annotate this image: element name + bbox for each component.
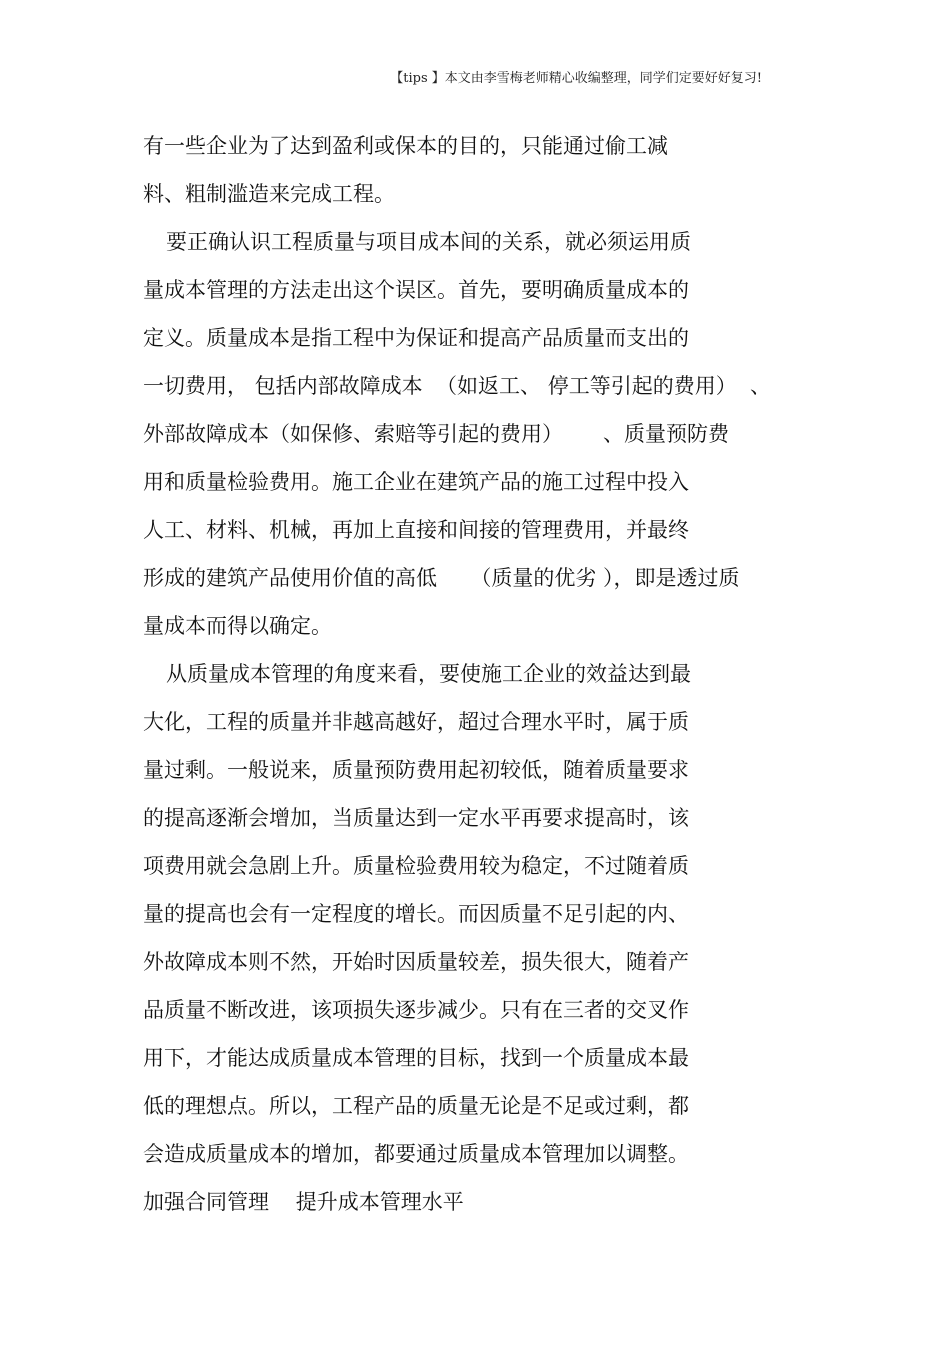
section-heading: 加强合同管理 提升成本管理水平: [143, 1190, 464, 1214]
text-line: 低的理想点。所以，工程产品的质量无论是不足或过剩，都: [143, 1094, 689, 1118]
header-note: 【tips 】本文由李雪梅老师精心收编整理，同学们定要好好复习!: [390, 71, 762, 86]
text-line: 料、粗制滥造来完成工程。: [143, 182, 395, 206]
text-line: 量成本而得以确定。: [143, 614, 332, 638]
text-line: 会造成质量成本的增加，都要通过质量成本管理加以调整。: [143, 1142, 689, 1166]
text-line: 品质量不断改进，该项损失逐步减少。只有在三者的交叉作: [143, 998, 689, 1022]
text-line: 用下，才能达成质量成本管理的目标，找到一个质量成本最: [143, 1046, 689, 1070]
text-line: 外故障成本则不然，开始时因质量较差，损失很大，随着产: [143, 950, 689, 974]
paragraph-start-line: 要正确认识工程质量与项目成本间的关系，就必须运用质: [166, 230, 691, 254]
text-line: 一切费用， 包括内部故障成本 （如返工、 停工等引起的费用） 、: [143, 374, 772, 398]
text-line: 量成本管理的方法走出这个误区。首先，要明确质量成本的: [143, 278, 689, 302]
text-line: 量的提高也会有一定程度的增长。而因质量不足引起的内、: [143, 902, 689, 926]
text-line: 大化，工程的质量并非越高越好，超过合理水平时，属于质: [143, 710, 689, 734]
text-line: 外部故障成本（如保修、索赔等引起的费用） 、质量预防费: [143, 422, 730, 446]
text-line: 用和质量检验费用。施工企业在建筑产品的施工过程中投入: [143, 470, 689, 494]
text-line: 有一些企业为了达到盈利或保本的目的，只能通过偷工减: [143, 134, 668, 158]
text-line: 人工、材料、机械，再加上直接和间接的管理费用，并最终: [143, 518, 689, 542]
text-line: 的提高逐渐会增加，当质量达到一定水平再要求提高时，该: [143, 806, 689, 830]
text-line: 量过剩。一般说来，质量预防费用起初较低，随着质量要求: [143, 758, 689, 782]
paragraph-start-line: 从质量成本管理的角度来看，要使施工企业的效益达到最: [166, 662, 691, 686]
text-line: 形成的建筑产品使用价值的高低 （质量的优劣 ），即是透过质: [143, 566, 740, 590]
text-line: 定义。质量成本是指工程中为保证和提高产品质量而支出的: [143, 326, 689, 350]
text-line: 项费用就会急剧上升。质量检验费用较为稳定，不过随着质: [143, 854, 689, 878]
